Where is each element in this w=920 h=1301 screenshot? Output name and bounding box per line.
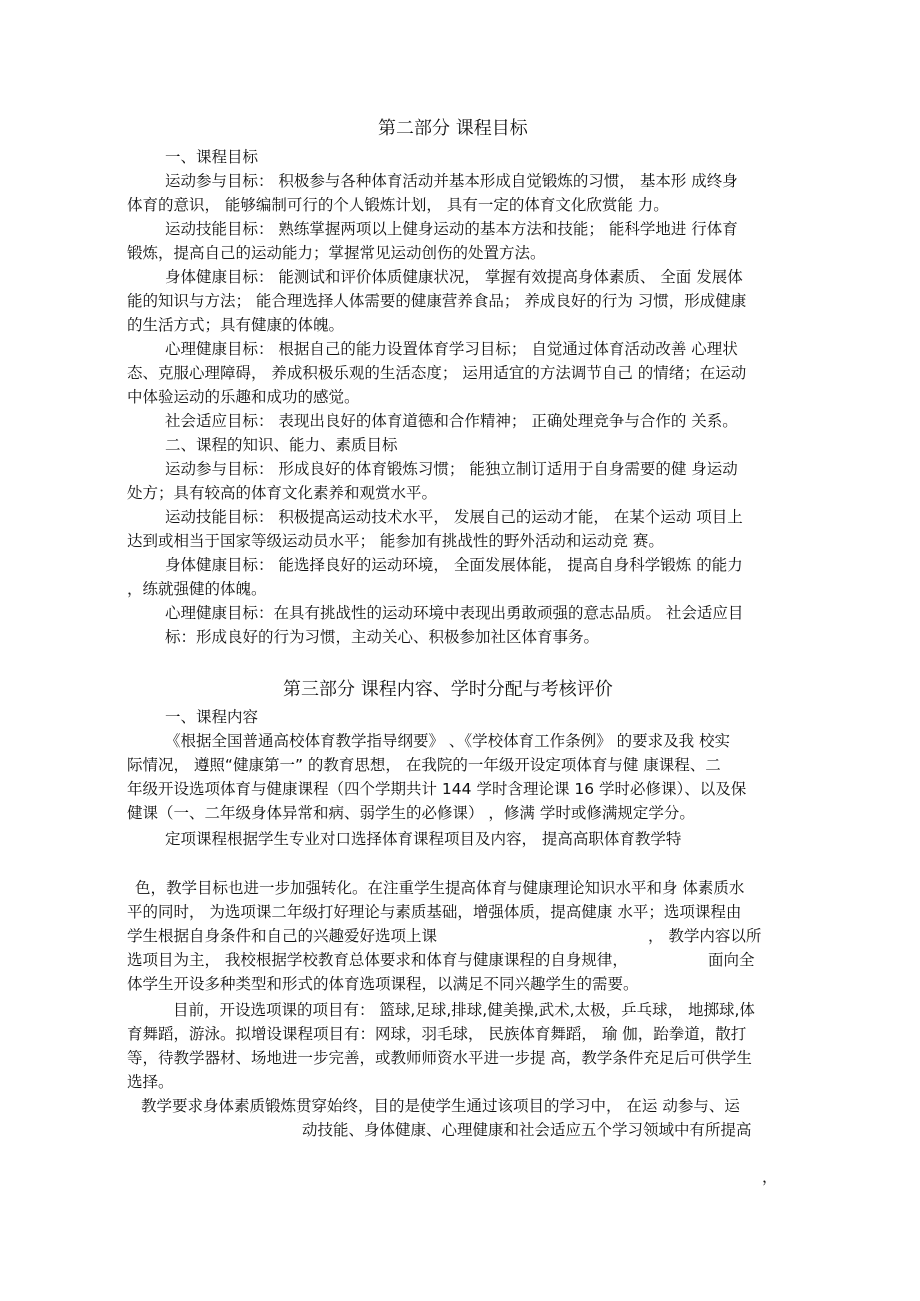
- paragraph-line: 体学生开设多种类型和形式的体育选项课程，以满足不同兴趣学生的需要。: [127, 975, 639, 993]
- paragraph-line: 心理健康目标： 根据自己的能力设置体育学习目标； 自觉通过体育活动改善 心理状: [165, 340, 738, 358]
- paragraph-line: 锻炼，提高自己的运动能力；掌握常见运动创伤的处置方法。: [127, 244, 546, 262]
- paragraph-line: 心理健康目标：在具有挑战性的运动环境中表现出勇敢顽强的意志品质。 社会适应目: [165, 604, 744, 622]
- paragraph-line: 色，教学目标也进一步加强转化。在注重学生提高体育与健康理论知识水平和身 体素质水: [135, 879, 745, 897]
- part2-section2-heading: 二、课程的知识、能力、素质目标: [165, 436, 398, 454]
- paragraph-line: 定项课程根据学生专业对口选择体育课程项目及内容， 提高高职体育教学特: [165, 830, 682, 848]
- paragraph-line: ， 教学内容以所: [648, 927, 762, 945]
- paragraph-line: 中体验运动的乐趣和成功的感觉。: [127, 388, 360, 406]
- paragraph-line: 选择。: [127, 1073, 174, 1091]
- paragraph-line: 态、克服心理障碍， 养成积极乐观的生活态度； 运用适宜的方法调节自己 的情绪；在运动: [127, 364, 747, 382]
- paragraph-line: 育舞蹈，游泳。拟增设课程项目有：网球，羽毛球， 民族体育舞蹈， 瑜 伽，跆拳道，散打: [127, 1025, 747, 1043]
- paragraph-line: 教学要求身体素质锻炼贯穿始终，目的是使学生通过该项目的学习中， 在运 动参与、运: [141, 1097, 740, 1115]
- paragraph-line: 运动参与目标： 积极参与各种体育活动并基本形成自觉锻炼的习惯， 基本形 成终身: [165, 172, 738, 190]
- part2-title: 第二部分 课程目标: [378, 118, 528, 139]
- paragraph-line: 平的同时， 为选项课二年级打好理论与素质基础，增强体质，提高健康 水平；选项课程由: [127, 903, 742, 921]
- part3-title: 第三部分 课程内容、学时分配与考核评价: [283, 679, 613, 700]
- paragraph-line: 身体健康目标： 能选择良好的运动环境， 全面发展体能， 提高自身科学锻炼 的能力: [165, 556, 743, 574]
- paragraph-line: 的生活方式；具有健康的体魄。: [127, 316, 345, 334]
- paragraph-line: 《根据全国普通高校体育教学指导纲要》 、《学校体育工作条例》 的要求及我 校实: [165, 732, 731, 750]
- paragraph-line: 学生根据自身条件和自己的兴趣爱好选项上课: [127, 927, 438, 945]
- paragraph-line: 面向全: [708, 951, 755, 969]
- paragraph-line: 年级开设选项体育与健康课程（四个学期共计 144 学时含理论课 16 学时必修课）、以及保: [127, 780, 747, 798]
- paragraph-line: 能的知识与方法； 能合理选择人体需要的健康营养食品； 养成良好的行为 习惯，形成健康: [127, 292, 747, 310]
- footer-mark: ，: [762, 1168, 778, 1186]
- paragraph-line: ，练就强健的体魄。: [127, 580, 267, 598]
- paragraph-line: 际情况， 遵照“健康第一” 的教育思想， 在我院的一年级开设定项体育与健 康课程、二: [127, 756, 721, 774]
- paragraph-line: 达到或相当于国家等级运动员水平； 能参加有挑战性的野外活动和运动竞 赛。: [127, 532, 664, 550]
- paragraph-line: 标：形成良好的行为习惯，主动关心、积极参加社区体育事务。: [165, 628, 600, 646]
- paragraph-line: 动技能、身体健康、心理健康和社会适应五个学习领域中有所提高: [302, 1121, 752, 1139]
- paragraph-line: 体育的意识， 能够编制可行的个人锻炼计划， 具有一定的体育文化欣赏能 力。: [127, 196, 669, 214]
- paragraph-line: 处方；具有较高的体育文化素养和观赏水平。: [127, 484, 438, 502]
- paragraph-line: 等，待教学器材、场地进一步完善，或教师师资水平进一步提 高，教学条件充足后可供学生: [127, 1049, 752, 1067]
- paragraph-line: 运动参与目标： 形成良好的体育锻炼习惯； 能独立制订适用于自身需要的健 身运动: [165, 460, 738, 478]
- paragraph-line: 目前，开设选项课的项目有： 篮球,足球,排球,健美操,武术,太极，乒乓球， 地掷球,体: [173, 1001, 755, 1019]
- part2-section1-heading: 一、课程目标: [165, 148, 259, 166]
- part3-section1-heading: 一、课程内容: [165, 708, 259, 726]
- paragraph-line: 社会适应目标： 表现出良好的体育道德和合作精神； 正确处理竞争与合作的 关系。: [165, 412, 738, 430]
- paragraph-line: 选项目为主， 我校根据学校教育总体要求和体育与健康课程的自身规律，: [127, 951, 628, 969]
- paragraph-line: 运动技能目标： 熟练掌握两项以上健身运动的基本方法和技能； 能科学地进 行体育: [165, 220, 738, 238]
- paragraph-line: 健课（一、二年级身体异常和病、弱学生的必修课） ，修满 学时或修满规定学分。: [127, 804, 695, 822]
- paragraph-line: 身体健康目标： 能测试和评价体质健康状况， 掌握有效提高身体素质、 全面 发展体: [165, 268, 743, 286]
- paragraph-line: 运动技能目标： 积极提高运动技术水平， 发展自己的运动才能， 在某个运动 项目上: [165, 508, 743, 526]
